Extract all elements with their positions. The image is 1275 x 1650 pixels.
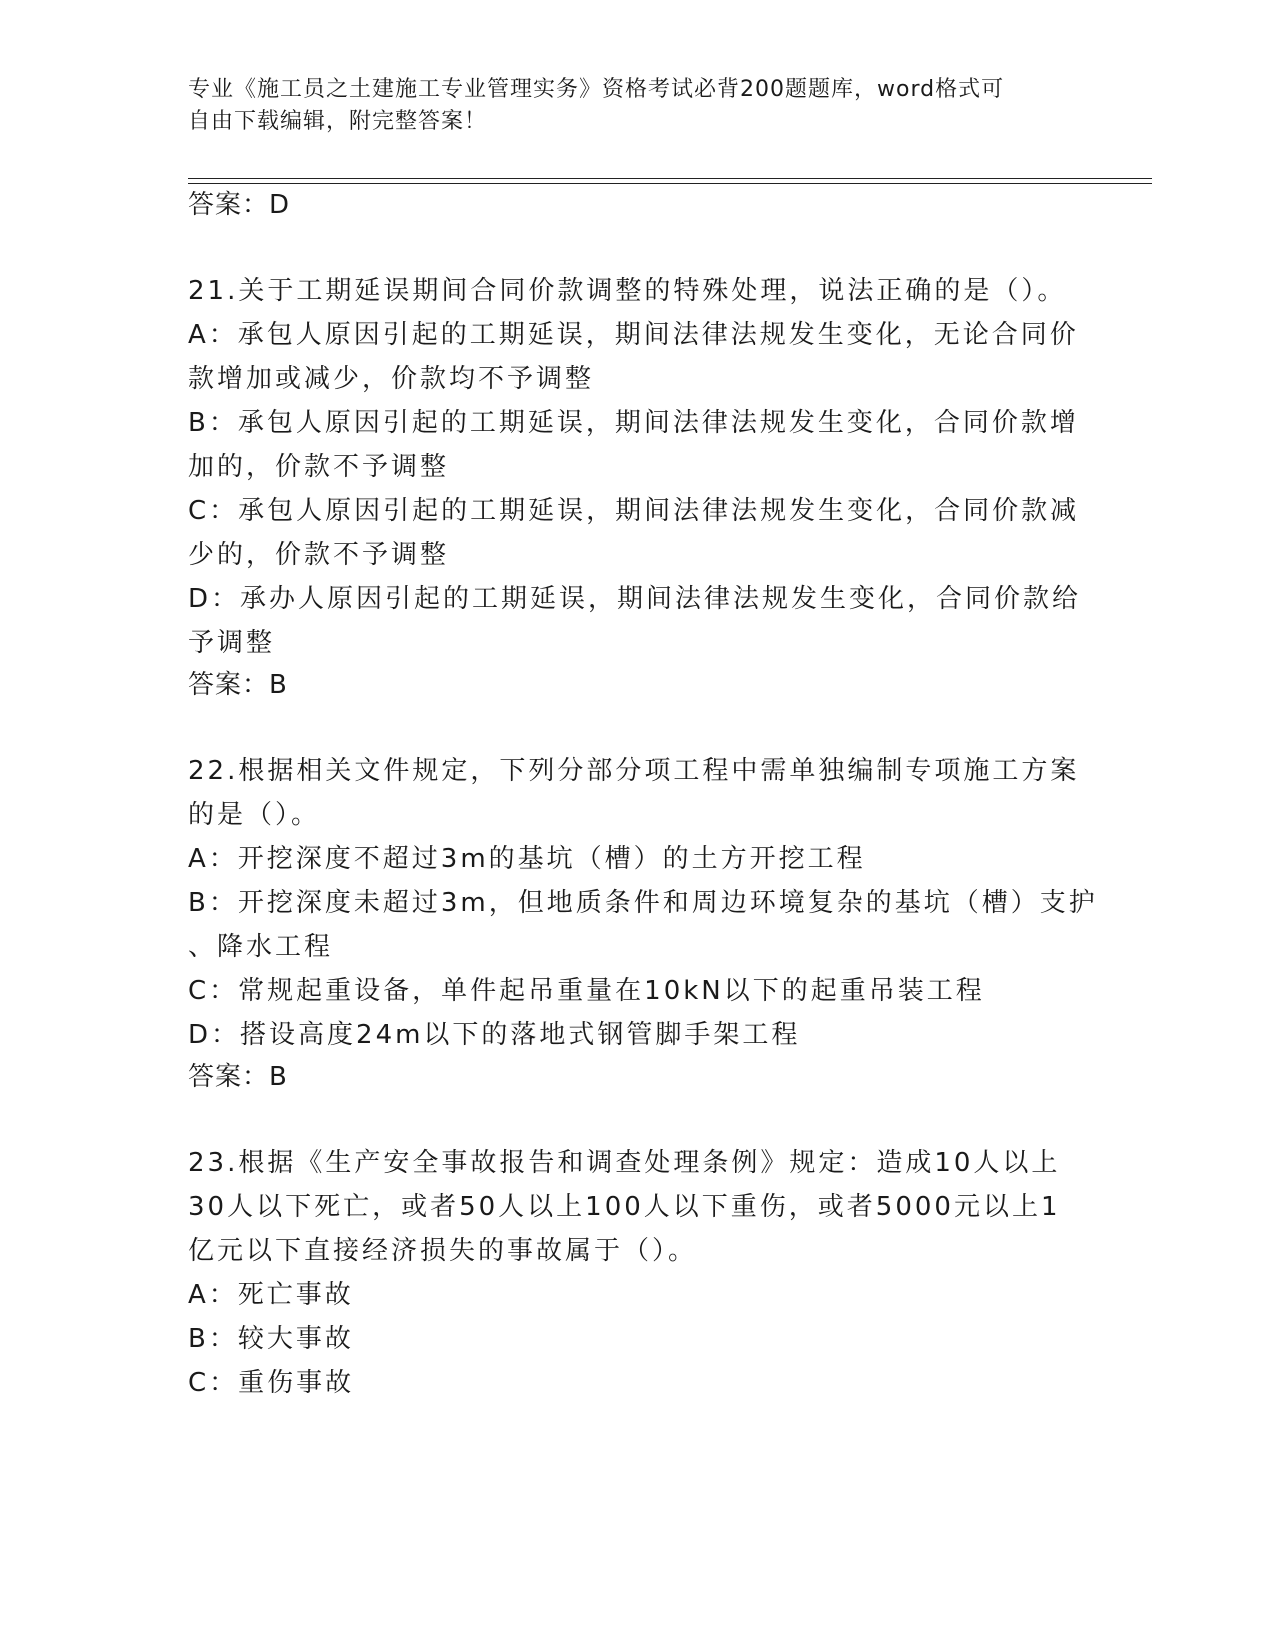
header-line-2: 自由下载编辑，附完整答案！	[188, 109, 488, 134]
q22-stem-line-1: 22.根据相关文件规定，下列分部分项工程中需单独编制专项施工方案	[188, 756, 1080, 786]
q23-option-b: B：较大事故	[188, 1324, 354, 1354]
q22-option-b-line-1: B：开挖深度未超过3m，但地质条件和周边环境复杂的基坑（槽）支护	[188, 888, 1098, 918]
q23-stem-line-3: 亿元以下直接经济损失的事故属于（）。	[188, 1236, 698, 1266]
q21-option-b-line-1: B：承包人原因引起的工期延误，期间法律法规发生变化，合同价款增	[188, 408, 1079, 438]
q21-option-c-line-2: 少的，价款不予调整	[188, 540, 450, 570]
q22-option-d: D：搭设高度24m以下的落地式钢管脚手架工程	[188, 1020, 801, 1050]
document-header	[188, 74, 1068, 138]
q21-stem: 21.关于工期延误期间合同价款调整的特殊处理，说法正确的是（）。	[188, 276, 1067, 306]
header-divider-top	[188, 178, 1152, 179]
q22-option-a: A：开挖深度不超过3m的基坑（槽）的土方开挖工程	[188, 844, 866, 874]
q22-stem-line-2: 的是（）。	[188, 800, 321, 830]
q23-option-c: C：重伤事故	[188, 1368, 355, 1398]
q21-option-d-line-1: D：承办人原因引起的工期延误，期间法律法规发生变化，合同价款给	[188, 584, 1082, 614]
q22-option-b-line-2: 、降水工程	[188, 932, 334, 962]
q23-option-a: A：死亡事故	[188, 1280, 354, 1310]
q23-stem-line-1: 23.根据《生产安全事故报告和调查处理条例》规定：造成10人以上	[188, 1148, 1061, 1178]
q21-option-a-line-2: 款增加或减少，价款均不予调整	[188, 364, 595, 394]
q21-option-d-line-2: 予调整	[188, 628, 276, 658]
q23-stem-line-2: 30人以下死亡，或者50人以上100人以下重伤，或者5000元以上1	[188, 1192, 1061, 1222]
header-divider-bottom	[188, 183, 1152, 184]
q22-option-c: C：常规起重设备，单件起吊重量在10kN以下的起重吊装工程	[188, 976, 985, 1006]
q21-option-b-line-2: 加的，价款不予调整	[188, 452, 450, 482]
q21-option-a-line-1: A：承包人原因引起的工期延误，期间法律法规发生变化，无论合同价	[188, 320, 1079, 350]
q21-answer: 答案：B	[188, 670, 288, 700]
previous-answer: 答案：D	[188, 190, 291, 220]
q21-option-c-line-1: C：承包人原因引起的工期延误，期间法律法规发生变化，合同价款减	[188, 496, 1080, 526]
header-line-1: 专业《施工员之土建施工专业管理实务》资格考试必背200题题库，word格式可	[188, 77, 1005, 102]
q22-answer: 答案：B	[188, 1062, 288, 1092]
